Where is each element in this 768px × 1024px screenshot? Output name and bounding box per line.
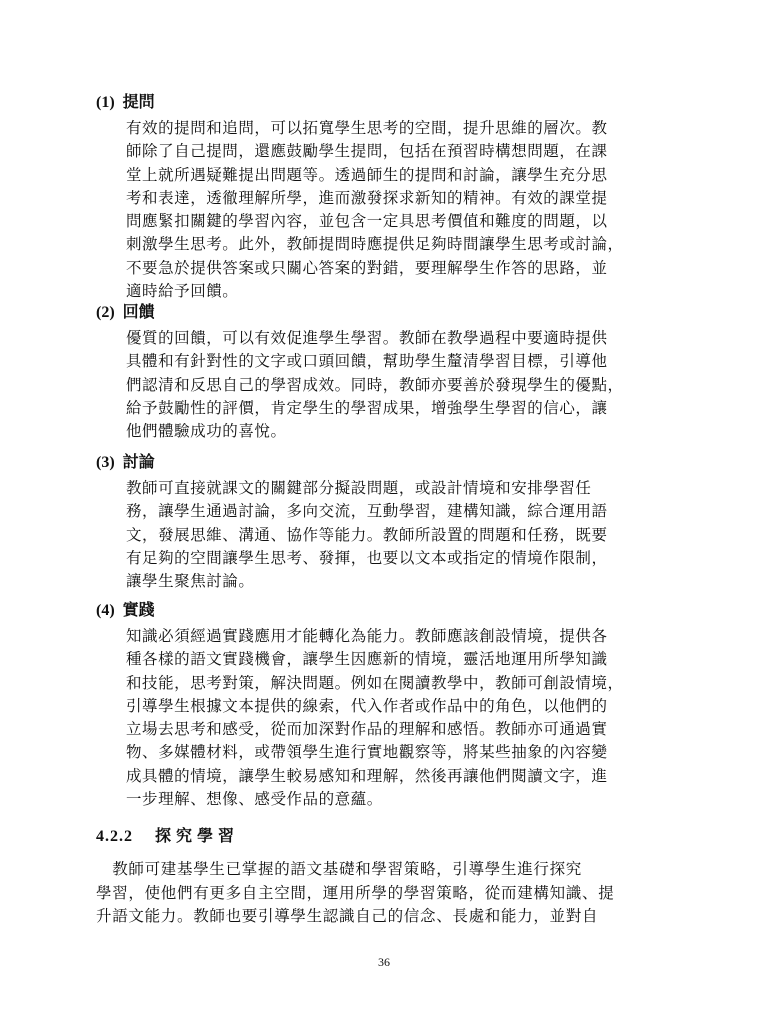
section-title: 討論 [122,452,155,471]
text-line: 不要急於提供答案或只關心答案的對錯，要理解學生作答的思路，並 [126,258,608,277]
section-title: 提問 [122,92,155,111]
text-line: 引導學生根據文本提供的線索，代入作者或作品中的角色，以他們的 [126,696,608,715]
text-line: 問應緊扣關鍵的學習內容，並包含一定具思考價值和難度的問題，以 [126,212,608,231]
section-paragraph [126,327,666,443]
section-number: (1) [96,94,115,111]
text-line: 升語文能力。教師也要引導學生認識自己的信念、長處和能力，並對自 [96,907,599,925]
text-line: 具體和有針對性的文字或口頭回饋，幫助學生釐清學習目標，引導他 [126,352,608,371]
text-line: 務，讓學生通過討論，多向交流，互動學習，建構知識，綜合運用語 [126,502,608,521]
text-line: 讓學生聚焦討論。 [126,572,255,591]
section-title: 回饋 [122,302,155,321]
page-number: 36 [378,955,390,969]
text-line: 堂上就所遇疑難提出問題等。透過師生的提問和討論，讓學生充分思 [126,165,608,184]
text-line: 成具體的情境，讓學生較易感知和理解，然後再讓他們閱讀文字，進 [126,766,608,785]
text-line: 給予鼓勵性的評價，肯定學生的學習成果，增強學生學習的信心，讓 [126,398,608,417]
section-paragraph [126,625,666,811]
text-line: 他們體驗成功的喜悅。 [126,422,287,441]
section-number: (3) [96,454,115,471]
text-line: 師除了自己提問，還應鼓勵學生提問，包括在預習時構想問題，在課 [126,142,608,161]
text-line: 種各樣的語文實踐機會，讓學生因應新的情境，靈活地運用所學知識 [126,650,608,669]
text-line: 們認清和反思自己的學習成效。同時，教師亦要善於發現學生的優點， [126,375,624,394]
text-line: 文，發展思維、溝通、協作等能力。教師所設置的問題和任務，既要 [126,525,608,544]
text-line: 優質的回饋，可以有效促進學生學習。教師在教學過程中要適時提供 [126,329,608,347]
section-title: 實踐 [122,600,155,619]
section-heading [96,452,155,473]
section-heading [96,302,155,323]
text-line: 有足夠的空間讓學生思考、發揮，也要以文本或指定的情境作限制， [126,548,608,567]
text-line: 刺激學生思考。此外，教師提問時應提供足夠時間讓學生思考或討論， [126,235,624,254]
subsection-number: 4.2.2 [96,828,133,845]
section-paragraph [126,117,666,303]
section-paragraph [126,477,666,593]
text-line: 一步理解、想像、感受作品的意蘊。 [126,790,383,809]
text-line: 教師可直接就課文的關鍵部分擬設問題，或設計情境和安排學習任 [126,479,592,497]
subsection-heading [96,826,239,847]
text-line: 適時給予回饋。 [126,282,239,301]
text-line: 考和表達，透徹理解所學，進而激發探求新知的精神。有效的課堂提 [126,188,608,207]
text-line: 知識必須經過實踐應用才能轉化為能力。教師應該創設情境，提供各 [126,627,608,645]
text-line: 立場去思考和感受，從而加深對作品的理解和感悟。教師亦可通過實 [126,720,608,739]
subsection-paragraph [96,858,666,929]
section-number: (2) [96,304,115,321]
text-line: 有效的提問和追問，可以拓寬學生思考的空間，提升思維的層次。教 [126,119,608,137]
section-heading [96,92,155,113]
text-line: 和技能，思考對策，解決問題。例如在閱讀教學中，教師可創設情境， [126,673,624,692]
subsection-title: 探究學習 [155,826,240,845]
text-line: 教師可建基學生已掌握的語文基礎和學習策略，引導學生進行探究 [96,860,583,878]
section-heading [96,600,155,621]
text-line: 物、多媒體材料，或帶領學生進行實地觀察等，將某些抽象的內容變 [126,743,608,762]
section-number: (4) [96,602,115,619]
text-line: 學習，使他們有更多自主空間，運用所學的學習策略，從而建構知識、提 [96,883,615,902]
